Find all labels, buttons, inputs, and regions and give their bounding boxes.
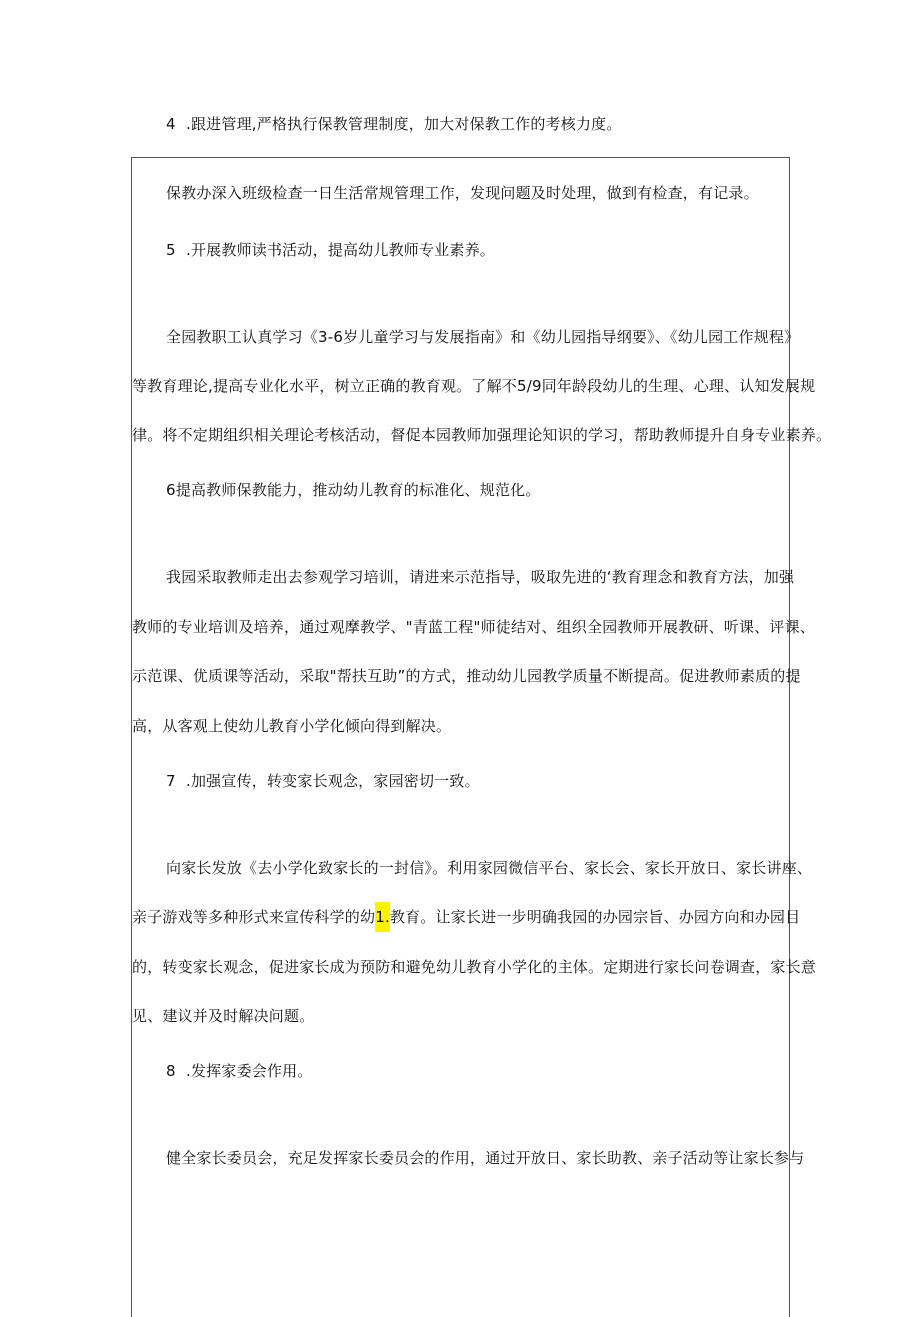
highlighted-text: 1. bbox=[375, 902, 390, 932]
item-number-4: 4 bbox=[166, 115, 176, 133]
paragraph-line: 向家长发放《去小学化致家长的一封信》。利用家园微信平台、家长会、家长开放日、家长讲座、 bbox=[166, 859, 813, 877]
item-number-8: 8 bbox=[166, 1062, 176, 1080]
paragraph-line: 高，从客观上使幼儿教育小学化倾向得到解决。 bbox=[132, 717, 452, 735]
paragraph-text: 教育。让家长进一步明确我园的办园宗旨、办园方向和办园目 bbox=[389, 908, 801, 926]
paragraph-text: 亲子游戏等多种形式来宣传科学的幼 bbox=[132, 908, 376, 926]
item-heading-7: .加强宣传，转变家长观念，家园密切一致。 bbox=[186, 772, 480, 790]
item-heading-4: .跟进管理,严格执行保教管理制度，加大对保教工作的考核力度。 bbox=[186, 115, 622, 133]
item-heading-6: 6提高教师保教能力，推动幼儿教育的标准化、规范化。 bbox=[166, 481, 541, 499]
paragraph-line: 保教办深入班级检查一日生活常规管理工作，发现问题及时处理，做到有检查，有记录。 bbox=[166, 184, 759, 202]
item-heading-8: .发挥家委会作用。 bbox=[186, 1062, 313, 1080]
paragraph-line: 的，转变家长观念，促进家长成为预防和避免幼儿教育小学化的主体。定期进行家长问卷调查，家长意 bbox=[132, 958, 817, 976]
item-number-7: 7 bbox=[166, 772, 176, 790]
paragraph-line: 示范课、优质课等活动，采取"帮扶互助”的方式，推动幼儿园教学质量不断提高。促进教师素质的提 bbox=[132, 667, 801, 685]
item-number-5: 5 bbox=[166, 241, 176, 259]
paragraph-line: 见、建议并及时解决问题。 bbox=[132, 1007, 315, 1025]
paragraph-line: 全园教职工认真学习《3-6岁儿童学习与发展指南》和《幼儿园指导纲要》、《幼儿园工作规程》 bbox=[166, 328, 800, 346]
paragraph-line: 教师的专业培训及培养，通过观摩教学、"青蓝工程"师徒结对、组织全园教师开展教研、听课、评课、 bbox=[132, 618, 816, 636]
paragraph-line bbox=[132, 907, 800, 927]
item-heading-5: .开展教师读书活动，提高幼儿教师专业素养。 bbox=[186, 241, 495, 259]
paragraph-line: 等教育理论,提高专业化水平，树立正确的教育观。了解不5/9同年龄段幼儿的生理、心理、认知发展规 bbox=[132, 377, 816, 395]
paragraph-line: 律。将不定期组织相关理论考核活动，督促本园教师加强理论知识的学习，帮助教师提升自身专业素养。 bbox=[132, 426, 832, 444]
paragraph-line: 健全家长委员会，充足发挥家长委员会的作用，通过开放日、家长助教、亲子活动等让家长参与 bbox=[166, 1149, 805, 1167]
paragraph-line: 我园采取教师走出去参观学习培训，请进来示范指导，吸取先进的‘教育理念和教育方法，加强 bbox=[166, 568, 795, 586]
